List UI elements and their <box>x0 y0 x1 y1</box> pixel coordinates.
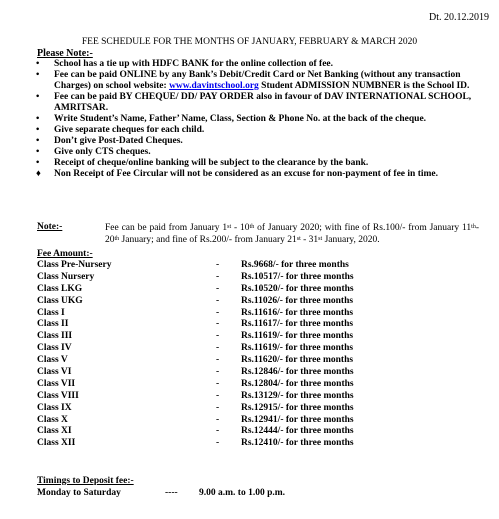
fee-amount: Rs.11619/- for three months <box>241 343 354 354</box>
separator: - <box>216 331 220 342</box>
fee-amount: Rs.10517/- for three months <box>241 271 354 282</box>
superscript: th <box>249 224 255 230</box>
document-title: FEE SCHEDULE FOR THE MONTHS OF JANUARY, FEBRUARY & MARCH 2020 <box>81 37 418 47</box>
note-part: January, 2020. <box>322 235 380 245</box>
separator: - <box>216 426 220 437</box>
fee-row <box>37 438 477 450</box>
note-text: Fee can be paid BY CHEQUE/ DD/ PAY ORDER also in favour of DAV INTERNATIONAL SCHOOL, AMRITSAR. <box>54 92 472 113</box>
note-text: Write Student’s Name, Father’ Name, Class, Section & Phone No. at the back of the cheque. <box>54 114 427 124</box>
fee-amount-heading: Fee Amount:- <box>37 249 93 259</box>
superscript: st <box>227 224 232 230</box>
bullet-icon: • <box>36 92 40 102</box>
timings-separator: ---- <box>165 488 178 498</box>
class-name: Class IV <box>37 343 72 354</box>
note-item <box>36 114 476 125</box>
note-part: of January 2020; with fine of Rs.100/- from January 11 <box>254 223 472 233</box>
separator: - <box>216 295 220 306</box>
fine-schedule-note <box>105 222 479 246</box>
superscript: th <box>114 236 120 242</box>
fee-row <box>37 272 477 284</box>
fee-amount: Rs.11619/- for three months <box>241 331 354 342</box>
school-website-link[interactable]: www.davintschool.org <box>169 81 259 91</box>
note-item <box>36 125 476 136</box>
fee-row <box>37 403 477 415</box>
fee-amount: Rs.12804/- for three months <box>241 378 354 389</box>
class-name: Class XII <box>37 438 76 449</box>
class-name: Class VII <box>37 378 76 389</box>
note-part: Fee can be paid from January 1 <box>105 223 228 233</box>
separator: - <box>216 260 220 270</box>
note-part: - 31 <box>300 235 319 245</box>
fee-amount: Rs.12846/- for three months <box>241 367 354 378</box>
note-text: Give separate cheques for each child. <box>54 125 205 135</box>
note-part: January; and fine of Rs.200/- from January 21 <box>119 235 297 245</box>
note-text: Fee can be paid ONLINE by any Bank’s Debit/Credit Card or Net Banking (without any transaction Charges) on school website: <box>54 70 461 91</box>
note-part: - 10 <box>231 223 250 233</box>
please-note-heading: Please Note:- <box>37 48 93 59</box>
separator: - <box>216 355 220 366</box>
bullet-icon: • <box>36 59 40 69</box>
bullet-icon: • <box>36 158 40 168</box>
fee-row <box>37 391 477 403</box>
separator: - <box>216 438 220 449</box>
bullet-icon: • <box>36 136 40 146</box>
note-item <box>36 59 476 70</box>
class-name: Class I <box>37 307 65 318</box>
separator: - <box>216 402 220 413</box>
bullet-icon: • <box>36 114 40 124</box>
fee-row <box>37 426 477 438</box>
note-text: Don’t give Post-Dated Cheques. <box>54 136 183 146</box>
fee-row <box>37 331 477 343</box>
note-item <box>36 169 476 180</box>
circular-date: Dt. 20.12.2019 <box>429 12 489 23</box>
superscript: th <box>471 224 476 230</box>
class-name: Class X <box>37 414 68 425</box>
class-name: Class UKG <box>37 295 83 306</box>
class-name: Class XI <box>37 426 72 437</box>
separator: - <box>216 271 220 282</box>
note-text: Student ADMISSION NUMBNER is the School ID. <box>258 81 470 91</box>
fee-amount: Rs.12915/- for three months <box>241 402 354 413</box>
superscript: st <box>296 236 301 242</box>
fee-row <box>37 260 477 272</box>
fee-amount: Rs.11620/- for three months <box>241 355 354 366</box>
class-name: Class V <box>37 355 68 366</box>
note-part: - 20 <box>105 223 479 245</box>
please-note-list <box>36 59 476 180</box>
bullet-icon: • <box>36 147 40 157</box>
note-text: School has a tie up with HDFC BANK for the online collection of fee. <box>54 59 334 69</box>
fee-amount: Rs.12410/- for three months <box>241 438 354 449</box>
class-name: Class LKG <box>37 283 83 294</box>
fee-row <box>37 379 477 391</box>
class-name: Class VI <box>37 367 72 378</box>
separator: - <box>216 343 220 354</box>
bullet-icon: • <box>36 125 40 135</box>
fee-row <box>37 319 477 331</box>
fee-amount: Rs.12941/- for three months <box>241 414 354 425</box>
fee-amount: Rs.12444/- for three months <box>241 426 354 437</box>
fee-row <box>37 367 477 379</box>
superscript: st <box>318 236 323 242</box>
separator: - <box>216 283 220 294</box>
note-text: Receipt of cheque/online banking will be subject to the clearance by the bank. <box>54 158 369 168</box>
timings-days: Monday to Saturday <box>37 488 121 498</box>
fee-amount: Rs.11617/- for three months <box>241 319 354 330</box>
note-item <box>36 147 476 158</box>
bullet-icon: • <box>36 70 40 80</box>
diamond-bullet-icon: ♦ <box>36 169 41 179</box>
note-label: Note:- <box>37 222 63 232</box>
timings-hours: 9.00 a.m. to 1.00 p.m. <box>199 488 286 498</box>
separator: - <box>216 319 220 330</box>
separator: - <box>216 378 220 389</box>
fee-row <box>37 284 477 296</box>
note-item <box>36 92 476 114</box>
class-name: Class III <box>37 331 73 342</box>
fee-amount: Rs.11616/- for three months <box>241 307 354 318</box>
note-item <box>36 158 476 169</box>
separator: - <box>216 367 220 378</box>
note-item <box>36 70 476 92</box>
class-name: Class Pre-Nursery <box>37 260 112 270</box>
note-text: Give only CTS cheques. <box>54 147 151 157</box>
separator: - <box>216 390 220 401</box>
fee-row <box>37 355 477 367</box>
fee-amount: Rs.11026/- for three months <box>241 295 354 306</box>
fee-amount: Rs.10520/- for three months <box>241 283 354 294</box>
class-name: Class VIII <box>37 390 79 401</box>
class-name: Class Nursery <box>37 271 95 282</box>
separator: - <box>216 307 220 318</box>
class-name: Class IX <box>37 402 72 413</box>
note-item <box>36 136 476 147</box>
fee-row <box>37 308 477 320</box>
fee-row <box>37 343 477 355</box>
timings-heading: Timings to Deposit fee:- <box>37 476 134 486</box>
fee-row <box>37 415 477 427</box>
fee-amount-table <box>37 260 477 450</box>
separator: - <box>216 414 220 425</box>
fee-amount: Rs.9668/- for three months <box>241 260 349 270</box>
fee-row <box>37 296 477 308</box>
class-name: Class II <box>37 319 69 330</box>
fee-amount: Rs.13129/- for three months <box>241 390 354 401</box>
note-text: Non Receipt of Fee Circular will not be considered as an excuse for non-payment of fee in time. <box>54 169 439 179</box>
